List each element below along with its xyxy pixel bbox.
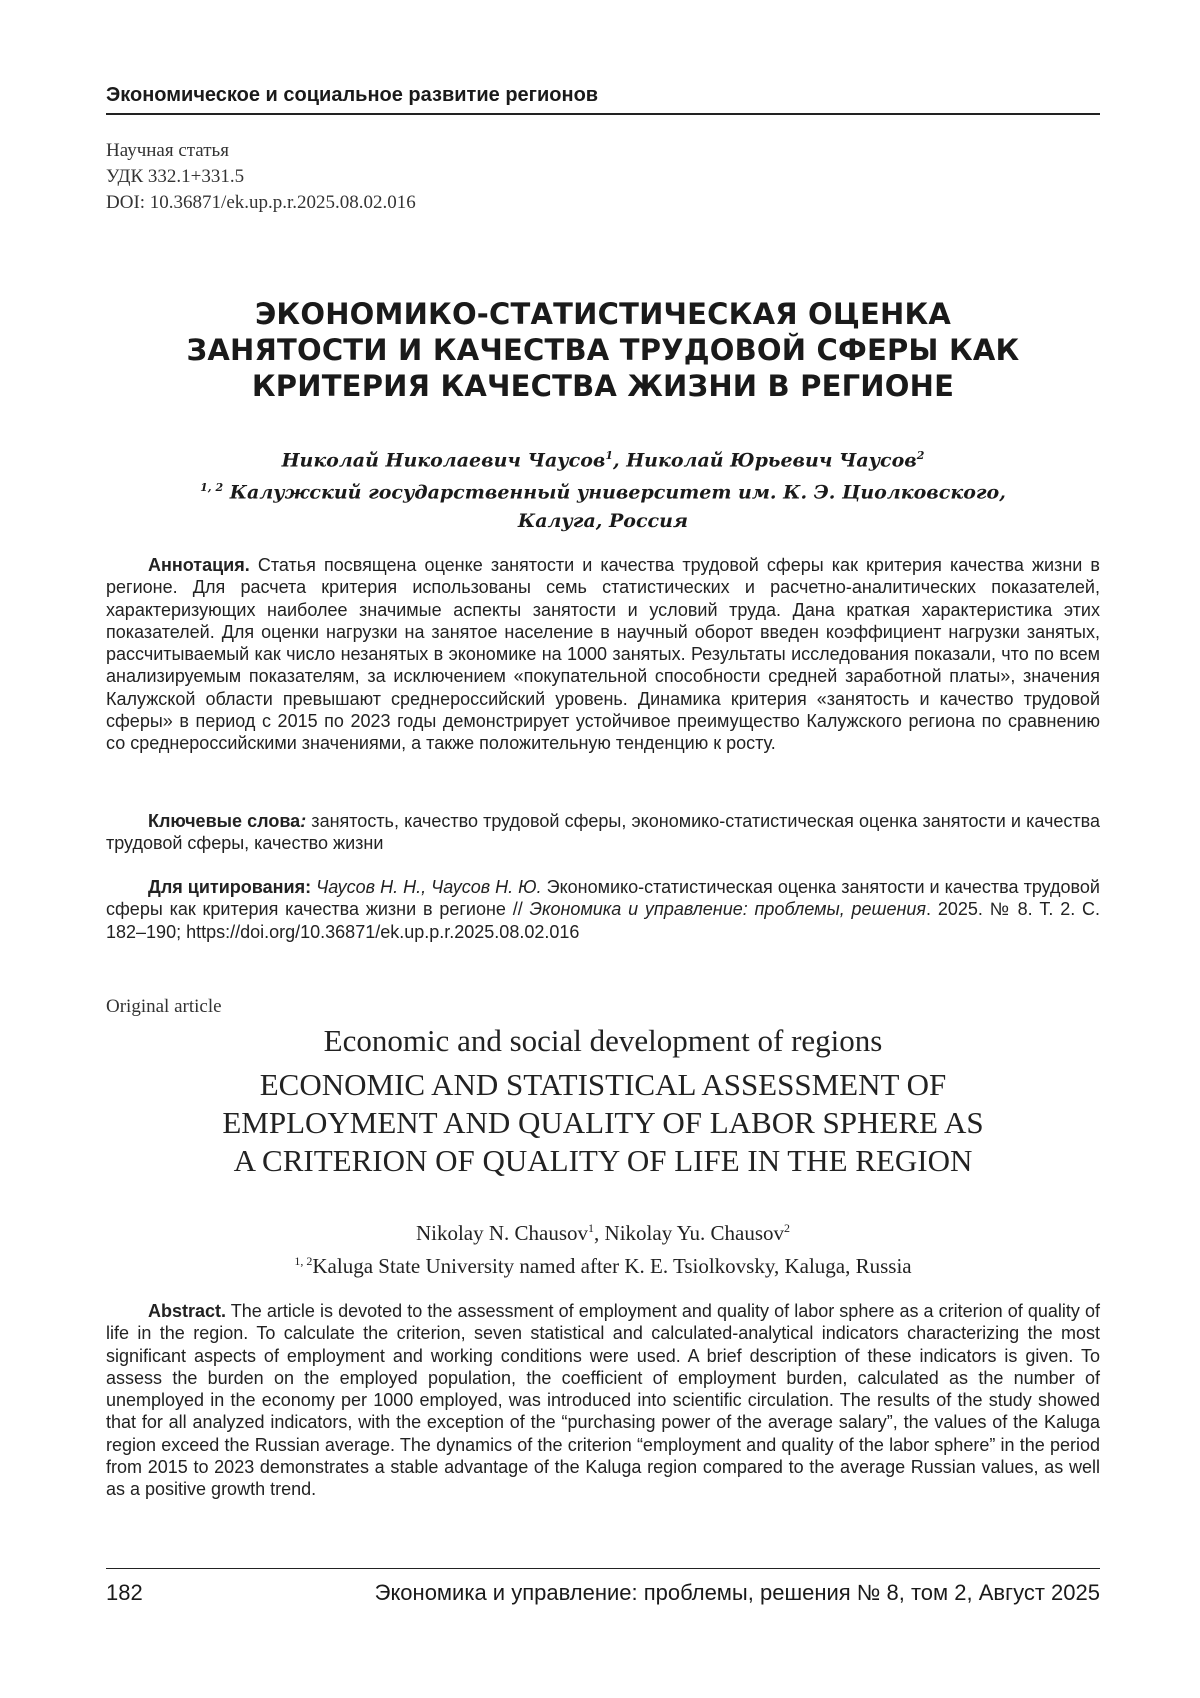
authors-ru	[106, 442, 1100, 535]
title-ru	[106, 296, 1100, 404]
header-rule	[106, 113, 1100, 115]
author-2-en: Nikolay Yu. Chausov	[604, 1221, 785, 1245]
page-number: 182	[106, 1580, 143, 1605]
affiliation-en-text: Kaluga State University named after K. E. Tsiolkovsky, Kaluga, Russia	[312, 1254, 912, 1278]
affiliation-sup: 1, 2	[200, 481, 224, 495]
authors-en	[106, 1214, 1100, 1280]
title-en-line: A CRITERION OF QUALITY OF LIFE IN THE REGION	[233, 1143, 973, 1178]
title-en-line: EMPLOYMENT AND QUALITY OF LABOR SPHERE AS	[222, 1105, 984, 1140]
author-2-en-sup: 2	[784, 1221, 791, 1235]
abstract-en-text: The article is devoted to the assessment of employment and quality of labor sphere as a criterion of quality of life in the region. To calculate the criterion, seven statistical and calculated-analytical indicators characterizing the most significant aspects of employment and working conditions were used. A brief description of these indicators is given. To assess the burden on the employed population, the coefficient of employment burden, calculated as the number of unemployed in the economy per 1000 employed, was introduced into scientific circulation. The results of the study showed that for all analyzed indicators, with the exception of the “purchasing power of the average salary”, the values of the Kaluga region exceed the Russian average. The dynamics of the criterion “employment and quality of the labor sphere” in the period from 2015 to 2023 demonstrates a stable advantage of the Kaluga region compared to the average Russian values, as well as a positive growth trend.	[106, 1301, 1100, 1500]
citation-title: Экономико-статистическая оценка занятости и качества трудовой сферы как критерия качества жизни в регионе //	[106, 877, 1100, 920]
affiliation-ru	[106, 474, 1100, 506]
doi: DOI: 10.36871/ek.up.p.r.2025.08.02.016	[106, 192, 416, 213]
abstract-ru-text: Статья посвящена оценке занятости и качества трудовой сферы как критерия качества жизни в регионе. Для расчета критерия использованы семь статистических и расчетно-аналитических показателей, характеризующих наиболее значимые аспекты занятости и условий труда. Дана краткая характеристика этих показателей. Для оценки нагрузки на занятое население в научный оборот введен коэффициент нагрузки занятых, рассчитываемый как число незанятых в экономике на 1000 занятых. Результаты исследования показали, что по всем анализируемым показателям, за исключением «покупательной способности средней заработной платы», значения Калужской области превышают среднероссийский уровень. Динамика критерия «занятость и качество трудовой сферы» в период с 2015 по 2023 годы демонстрирует устойчивое преимущество Калужского региона по сравнению со среднероссийскими значениями, а также положительную тенденцию к росту.	[106, 555, 1100, 754]
title-ru-line: КРИТЕРИЯ КАЧЕСТВА ЖИЗНИ В РЕГИОНЕ	[251, 369, 955, 403]
abstract-ru-label: Аннотация.	[148, 555, 250, 575]
affiliation-city: Калуга, Россия	[517, 509, 689, 532]
rubric-en: Economic and social development of regions	[323, 1023, 883, 1058]
affiliation-en-sup: 1, 2	[294, 1254, 313, 1268]
author-2: Николай Юрьевич Чаусов	[626, 449, 917, 472]
article-meta	[106, 138, 416, 216]
citation	[106, 876, 1100, 943]
udc-code: УДК 332.1+331.5	[106, 166, 245, 187]
abstract-ru	[106, 554, 1100, 755]
author-2-sup: 2	[916, 449, 925, 462]
author-line-en	[106, 1214, 1100, 1247]
author-separator-en: ,	[594, 1221, 605, 1245]
author-line-ru	[106, 442, 1100, 474]
author-1-sup: 1	[605, 449, 613, 462]
original-article-label: Original article	[106, 996, 222, 1017]
author-1-en: Nikolay N. Chausov	[415, 1221, 589, 1245]
citation-journal: Экономика и управление: проблемы, решения	[529, 899, 927, 920]
keywords-text: занятость, качество трудовой сферы, экономико-статистическая оценка занятости и качества трудовой сферы, качество жизни	[106, 811, 1100, 854]
keywords-ru	[106, 810, 1100, 855]
author-separator: ,	[613, 449, 627, 472]
affiliation-text: Калужский государственный университет им. К. Э. Циолковского,	[223, 481, 1006, 504]
article-type: Научная статья	[106, 140, 229, 161]
title-en	[106, 1066, 1100, 1180]
title-ru-line: ЭКОНОМИКО-СТАТИСТИЧЕСКАЯ ОЦЕНКА	[254, 297, 952, 331]
affiliation-en	[106, 1247, 1100, 1280]
abstract-en-label: Abstract.	[148, 1301, 227, 1321]
footer-rule	[106, 1568, 1100, 1569]
citation-label: Для цитирования:	[148, 877, 312, 897]
author-1: Николай Николаевич Чаусов	[281, 449, 606, 472]
footer-journal: Экономика и управление: проблемы, решения № 8, том 2, Август 2025	[374, 1580, 1100, 1605]
title-en-line: ECONOMIC AND STATISTICAL ASSESSMENT OF	[259, 1067, 947, 1102]
author-1-en-sup: 1	[588, 1221, 595, 1235]
keywords-colon: :	[300, 811, 307, 831]
title-ru-line: ЗАНЯТОСТИ И КАЧЕСТВА ТРУДОВОЙ СФЕРЫ КАК	[186, 333, 1020, 367]
running-head: Экономическое и социальное развитие регионов	[106, 84, 599, 106]
citation-details: . 2025. № 8. Т. 2. С. 182–190; https://doi.org/10.36871/ek.up.p.r.2025.08.02.016	[106, 899, 1101, 942]
citation-authors: Чаусов Н. Н., Чаусов Н. Ю.	[311, 877, 542, 897]
keywords-label: Ключевые слова	[148, 811, 301, 831]
abstract-en	[106, 1300, 1100, 1501]
